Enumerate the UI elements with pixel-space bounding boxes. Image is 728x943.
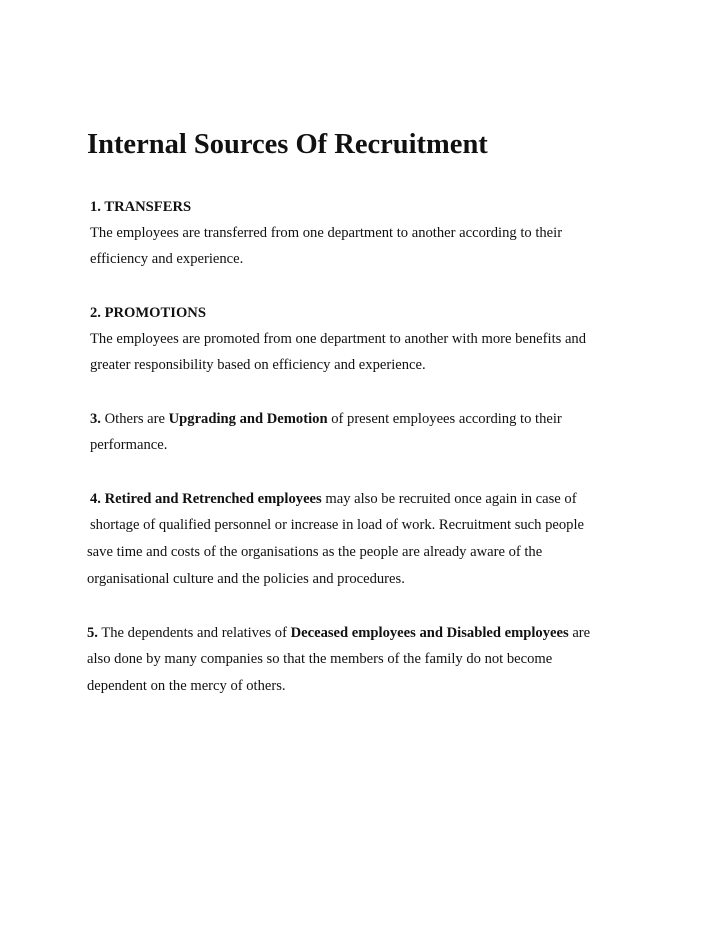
transfers-line-2: efficiency and experience. <box>90 251 244 267</box>
transfers-line-1: The employees are transferred from one department to another according to their <box>90 225 563 241</box>
retired-line-2: shortage of qualified personnel or increase in load of work. Recruitment such people <box>90 517 584 533</box>
transfers-heading <box>90 197 191 217</box>
others-number: 3. <box>90 411 101 427</box>
dependents-text-before: The dependents and relatives of <box>97 625 291 641</box>
others-line-1 <box>90 409 562 429</box>
others-emphasis: Upgrading and Demotion <box>168 411 328 427</box>
transfers-heading-text: 1. TRANSFERS <box>90 199 192 215</box>
others-line-2: performance. <box>90 437 168 453</box>
promotions-heading-text: 2. PROMOTIONS <box>90 305 206 321</box>
dependents-line-2: also done by many companies so that the members of the family do not become <box>87 651 553 667</box>
retired-emphasis: 4. Retired and Retrenched employees <box>90 491 322 507</box>
page-title: Internal Sources Of Recruitment <box>87 129 488 160</box>
retired-line-3: save time and costs of the organisations as the people are already aware of the <box>87 544 543 560</box>
retired-line-1 <box>90 489 577 509</box>
others-text-before: Others are <box>100 411 169 427</box>
promotions-line-1: The employees are promoted from one department to another with more benefits and <box>90 331 587 347</box>
others-text-after: of present employees according to their <box>327 411 562 427</box>
promotions-heading <box>90 303 206 323</box>
dependents-line-3: dependent on the mercy of others. <box>87 678 286 694</box>
promotions-line-2: greater responsibility based on efficiency and experience. <box>90 357 426 373</box>
dependents-number: 5. <box>87 625 98 641</box>
dependents-emphasis: Deceased employees and Disabled employees <box>290 625 569 641</box>
retired-line-4: organisational culture and the policies and procedures. <box>87 571 405 587</box>
dependents-line-1 <box>87 623 590 643</box>
retired-text-after: may also be recruited once again in case of <box>321 491 577 507</box>
dependents-text-after: are <box>568 625 591 641</box>
